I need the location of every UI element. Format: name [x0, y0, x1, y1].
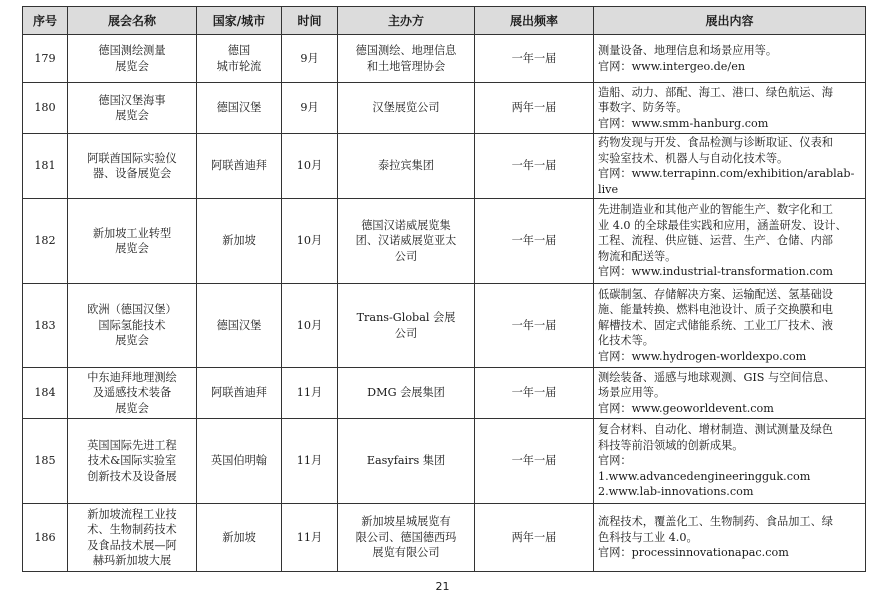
- cell-frequency: 一年一届: [475, 419, 594, 504]
- header-frequency: 展出频率: [475, 7, 594, 35]
- cell-name: [68, 83, 197, 134]
- cell-location: [197, 35, 282, 83]
- cell-organizer-text: 德国汉诺威展览集 团、汉诺威展览亚太 公司: [355, 218, 457, 263]
- cell-name-text: 新加坡工业转型 展览会: [92, 226, 172, 255]
- table-row: [23, 134, 866, 199]
- cell-content-text: 测绘装备、遥感与地球观测、GIS 与空间信息、 场景应用等。 官网：www.geoworldevent.com: [598, 370, 836, 415]
- cell-name-text: 阿联酋国际实验仪 器、设备展览会: [87, 151, 177, 180]
- cell-time: 11月: [282, 504, 338, 572]
- cell-location: [197, 199, 282, 284]
- cell-location: [197, 134, 282, 199]
- cell-organizer: [338, 199, 475, 284]
- cell-name: [68, 504, 197, 572]
- cell-no: 183: [23, 284, 68, 368]
- cell-name-text: 新加坡流程工业技 术、生物制药技术 及食品技术展—阿 赫玛新加坡大展: [87, 507, 177, 567]
- cell-content: [594, 284, 866, 368]
- header-no: 序号: [23, 7, 68, 35]
- cell-no: 182: [23, 199, 68, 284]
- cell-time: 10月: [282, 134, 338, 199]
- cell-organizer: [338, 504, 475, 572]
- cell-organizer: [338, 419, 475, 504]
- cell-organizer-text: Trans-Global 会展 公司: [356, 311, 456, 340]
- table-row: [23, 368, 866, 419]
- header-time: 时间: [282, 7, 338, 35]
- cell-frequency: 一年一届: [475, 284, 594, 368]
- cell-name-text: 中东迪拜地理测绘 及遥感技术装备 展览会: [87, 370, 177, 415]
- cell-name-text: 欧洲（德国汉堡） 国际氢能技术 展览会: [87, 303, 177, 348]
- exhibition-table: [22, 6, 866, 572]
- cell-no: 181: [23, 134, 68, 199]
- cell-location-text: 阿联酋迪拜: [211, 386, 267, 400]
- cell-organizer: [338, 35, 475, 83]
- table-row: [23, 199, 866, 284]
- cell-location-text: 德国汉堡: [216, 101, 262, 115]
- cell-content: [594, 83, 866, 134]
- cell-time: 11月: [282, 419, 338, 504]
- cell-location: [197, 419, 282, 504]
- cell-content: [594, 199, 866, 284]
- cell-frequency: 一年一届: [475, 199, 594, 284]
- cell-organizer-text: 德国测绘、地理信息 和土地管理协会: [355, 44, 457, 73]
- cell-name: [68, 284, 197, 368]
- cell-name: [68, 134, 197, 199]
- cell-frequency: 一年一届: [475, 368, 594, 419]
- cell-content-text: 测量设备、地理信息和场景应用等。 官网：www.intergeo.de/en: [598, 44, 778, 73]
- cell-no: 184: [23, 368, 68, 419]
- cell-frequency: 两年一届: [475, 83, 594, 134]
- header-name: 展会名称: [68, 7, 197, 35]
- cell-no: 185: [23, 419, 68, 504]
- cell-organizer-text: 泰拉宾集团: [378, 159, 434, 173]
- cell-organizer-text: 汉堡展览公司: [372, 101, 440, 115]
- cell-location-text: 阿联酋迪拜: [211, 159, 267, 173]
- cell-name-text: 英国国际先进工程 技术&国际实验室 创新技术及设备展: [87, 438, 177, 483]
- cell-location: [197, 504, 282, 572]
- cell-location: [197, 284, 282, 368]
- cell-frequency: 两年一届: [475, 504, 594, 572]
- cell-content-text: 先进制造业和其他产业的智能生产、数字化和工 业 4.0 的全球最佳实践和应用，涵盖研发、设计、 工程、流程、供应链、运营、生产、仓储、内部 物流和配送等。 官网：www.industrial-transformation.com: [598, 203, 847, 279]
- table-header-row: [23, 7, 866, 35]
- table-row: [23, 83, 866, 134]
- cell-time: 9月: [282, 35, 338, 83]
- cell-organizer: [338, 284, 475, 368]
- header-content: 展出内容: [594, 7, 866, 35]
- cell-name: [68, 368, 197, 419]
- cell-location-text: 英国伯明翰: [211, 454, 267, 468]
- cell-time: 10月: [282, 284, 338, 368]
- cell-organizer: [338, 368, 475, 419]
- cell-location-text: 新加坡: [222, 234, 256, 248]
- cell-location-text: 德国 城市轮流: [216, 44, 262, 73]
- cell-location: [197, 83, 282, 134]
- table-row: [23, 284, 866, 368]
- header-location: 国家/城市: [197, 7, 282, 35]
- cell-name-text: 德国汉堡海事 展览会: [98, 93, 166, 122]
- cell-content-text: 复合材料、自动化、增材制造、测试测量及绿色 科技等前沿领域的创新成果。 官网： 1.www.advancedengineeringguk.com 2.www.lab-innovations.com: [598, 423, 833, 499]
- cell-no: 186: [23, 504, 68, 572]
- cell-organizer: [338, 83, 475, 134]
- cell-name: [68, 419, 197, 504]
- cell-content: [594, 368, 866, 419]
- header-organizer: 主办方: [338, 7, 475, 35]
- cell-location-text: 新加坡: [222, 530, 256, 544]
- page-number: 21: [435, 580, 450, 593]
- cell-content: [594, 504, 866, 572]
- cell-content-text: 造船、动力、部配、海工、港口、绿色航运、海 事数字、防务等。 官网：www.smm-hanburg.com: [598, 85, 833, 130]
- table-row: [23, 504, 866, 572]
- table-row: [23, 419, 866, 504]
- cell-organizer-text: DMG 会展集团: [367, 386, 445, 400]
- cell-name: [68, 199, 197, 284]
- cell-content-text: 低碳制氢、存储解决方案、运输配送、氢基础设 施、能量转换、燃料电池设计、质子交换膜和电 解槽技术、固定式储能系统、工业工厂技术、液 化技术等。 官网：www.hydrogen-worldexpo.com: [598, 287, 833, 363]
- cell-location-text: 德国汉堡: [216, 318, 262, 332]
- cell-content: [594, 419, 866, 504]
- table-row: [23, 35, 866, 83]
- cell-no: 180: [23, 83, 68, 134]
- cell-organizer-text: Easyfairs 集团: [366, 454, 446, 468]
- cell-time: 9月: [282, 83, 338, 134]
- cell-content-text: 药物发现与开发、食品检测与诊断取证、仪表和 实验室技术、机器人与自动化技术等。 官网：www.terrapinn.com/exhibition/arablab-live: [598, 136, 855, 196]
- cell-organizer: [338, 134, 475, 199]
- cell-name-text: 德国测绘测量 展览会: [98, 44, 166, 73]
- cell-time: 11月: [282, 368, 338, 419]
- cell-time: 10月: [282, 199, 338, 284]
- cell-frequency: 一年一届: [475, 134, 594, 199]
- cell-content-text: 流程技术，覆盖化工、生物制药、食品加工、绿 色科技与工业 4.0。 官网：processinnovationapac.com: [598, 515, 833, 560]
- cell-location: [197, 368, 282, 419]
- cell-name: [68, 35, 197, 83]
- cell-content: [594, 35, 866, 83]
- cell-content: [594, 134, 866, 199]
- cell-frequency: 一年一届: [475, 35, 594, 83]
- cell-no: 179: [23, 35, 68, 83]
- cell-organizer-text: 新加坡星城展览有 限公司、德国德西玛 展览有限公司: [355, 515, 457, 560]
